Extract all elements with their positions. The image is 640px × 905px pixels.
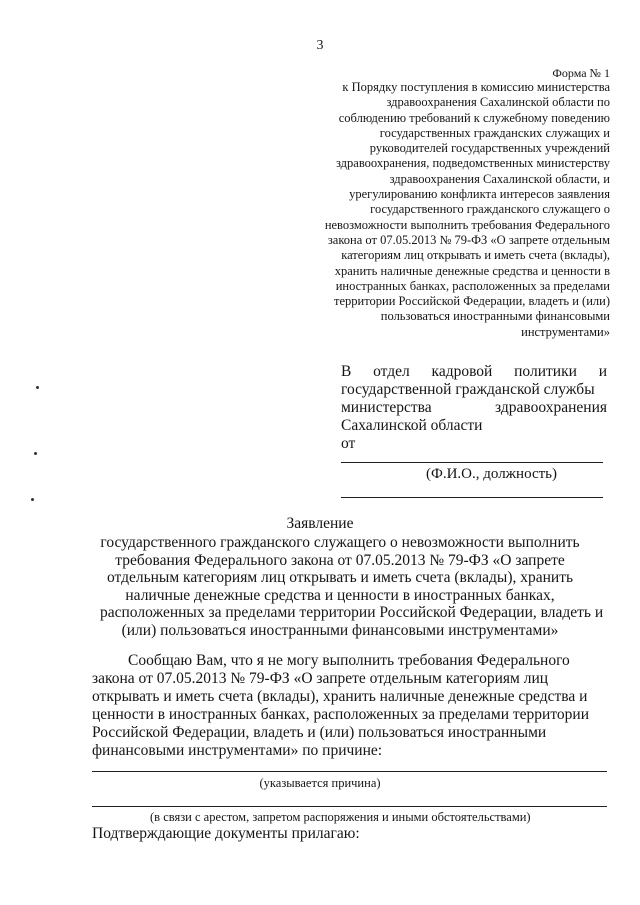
header-line: руководителей государственных учреждений <box>369 141 610 156</box>
body-line: закона от 07.05.2013 № 79-ФЗ «О запрете отдельным категориям лиц <box>92 670 549 687</box>
fio-caption: (Ф.И.О., должность) <box>426 466 557 482</box>
subtitle-line: наличные денежные средства и ценности в иностранных банках, <box>125 586 555 604</box>
addressee-word: министерства <box>341 399 432 416</box>
addressee-word: здравоохранения <box>495 399 607 416</box>
header-line: невозможности выполнить требования Федерального <box>324 217 610 232</box>
form-label: Форма № 1 <box>552 66 610 80</box>
header-line: к Порядку поступления в комиссию министерства <box>342 80 610 94</box>
addressee-word: и <box>598 363 607 380</box>
addressee-line-1 <box>341 363 607 381</box>
fio-fill-line[interactable] <box>341 462 603 463</box>
addressee-line-2: государственной гражданской службы <box>341 381 595 398</box>
subtitle-line: требования Федерального закона от 07.05.2013 № 79-ФЗ «О запрете <box>115 551 565 569</box>
circumstances-fill-line[interactable] <box>92 806 607 807</box>
addressee-line-3 <box>341 399 607 417</box>
page-number: 3 <box>316 38 324 53</box>
subtitle-line: расположенных за пределами территории Российской Федерации, владеть и <box>100 604 604 622</box>
subtitle-line: (или) пользоваться иностранными финансовыми инструментами» <box>121 621 559 639</box>
statement-subtitle <box>100 534 604 640</box>
statement-title: Заявление <box>286 515 354 532</box>
addressee-word: В <box>341 363 352 380</box>
subtitle-line: государственного гражданского служащего о невозможности выполнить <box>100 534 580 551</box>
circumstances-caption: (в связи с арестом, запретом распоряжения и иными обстоятельствами) <box>150 810 531 824</box>
addressee-block <box>341 363 607 453</box>
reason-fill-line[interactable] <box>92 771 607 772</box>
scan-speck <box>36 386 39 389</box>
body-line: открывать и иметь счета (вклады), хранить наличные денежные средства и <box>92 688 588 705</box>
header-line: здравоохранения Сахалинской области, и <box>389 171 610 186</box>
header-line: пользоваться иностранными финансовыми <box>380 309 610 324</box>
addressee-word: отдел <box>373 363 410 380</box>
header-line: государственного гражданского служащего о <box>370 202 610 217</box>
header-line: территории Российской Федерации, владеть и (или) <box>334 294 610 309</box>
supporting-documents-label: Подтверждающие документы прилагаю: <box>92 825 360 842</box>
header-line: инструментами» <box>521 324 610 339</box>
header-line: здравоохранения Сахалинской области по <box>386 95 610 110</box>
header-line: соблюдению требований к служебному поведению <box>338 110 610 125</box>
subtitle-line: отдельным категориям лиц открывать и иметь счета (вклады), хранить <box>106 569 574 587</box>
body-line: Российской Федерации, владеть и (или) пользоваться иностранными <box>92 724 547 741</box>
header-line: иностранных банках, расположенных за пределами <box>335 278 610 293</box>
body-line: финансовыми инструментами» по причине: <box>92 742 383 759</box>
body-line: Сообщаю Вам, что я не могу выполнить требования Федерального <box>128 652 570 669</box>
header-line: здравоохранения, подведомственных министерству <box>335 156 610 171</box>
reason-caption: (указывается причина) <box>259 776 381 790</box>
header-line: урегулированию конфликта интересов заявления <box>349 187 610 202</box>
header-appendix-text <box>270 80 610 340</box>
position-fill-line[interactable] <box>341 497 603 498</box>
scan-speck <box>31 498 34 501</box>
addressee-word: политики <box>514 363 577 380</box>
header-line: государственных гражданских служащих и <box>379 125 610 140</box>
header-line: закона от 07.05.2013 № 79-ФЗ «О запрете отдельным <box>327 232 610 247</box>
header-line: категориям лиц открывать и иметь счета (вклады), <box>341 248 610 263</box>
addressee-word: кадровой <box>431 363 493 380</box>
statement-body <box>92 652 607 760</box>
header-line: хранить наличные денежные средства и ценности в <box>334 263 610 278</box>
body-line: ценности в иностранных банках, расположенных за пределами территории <box>92 706 590 723</box>
addressee-from-label: от <box>341 435 356 452</box>
addressee-line-4: Сахалинской области <box>341 417 483 434</box>
scan-speck <box>34 452 37 455</box>
